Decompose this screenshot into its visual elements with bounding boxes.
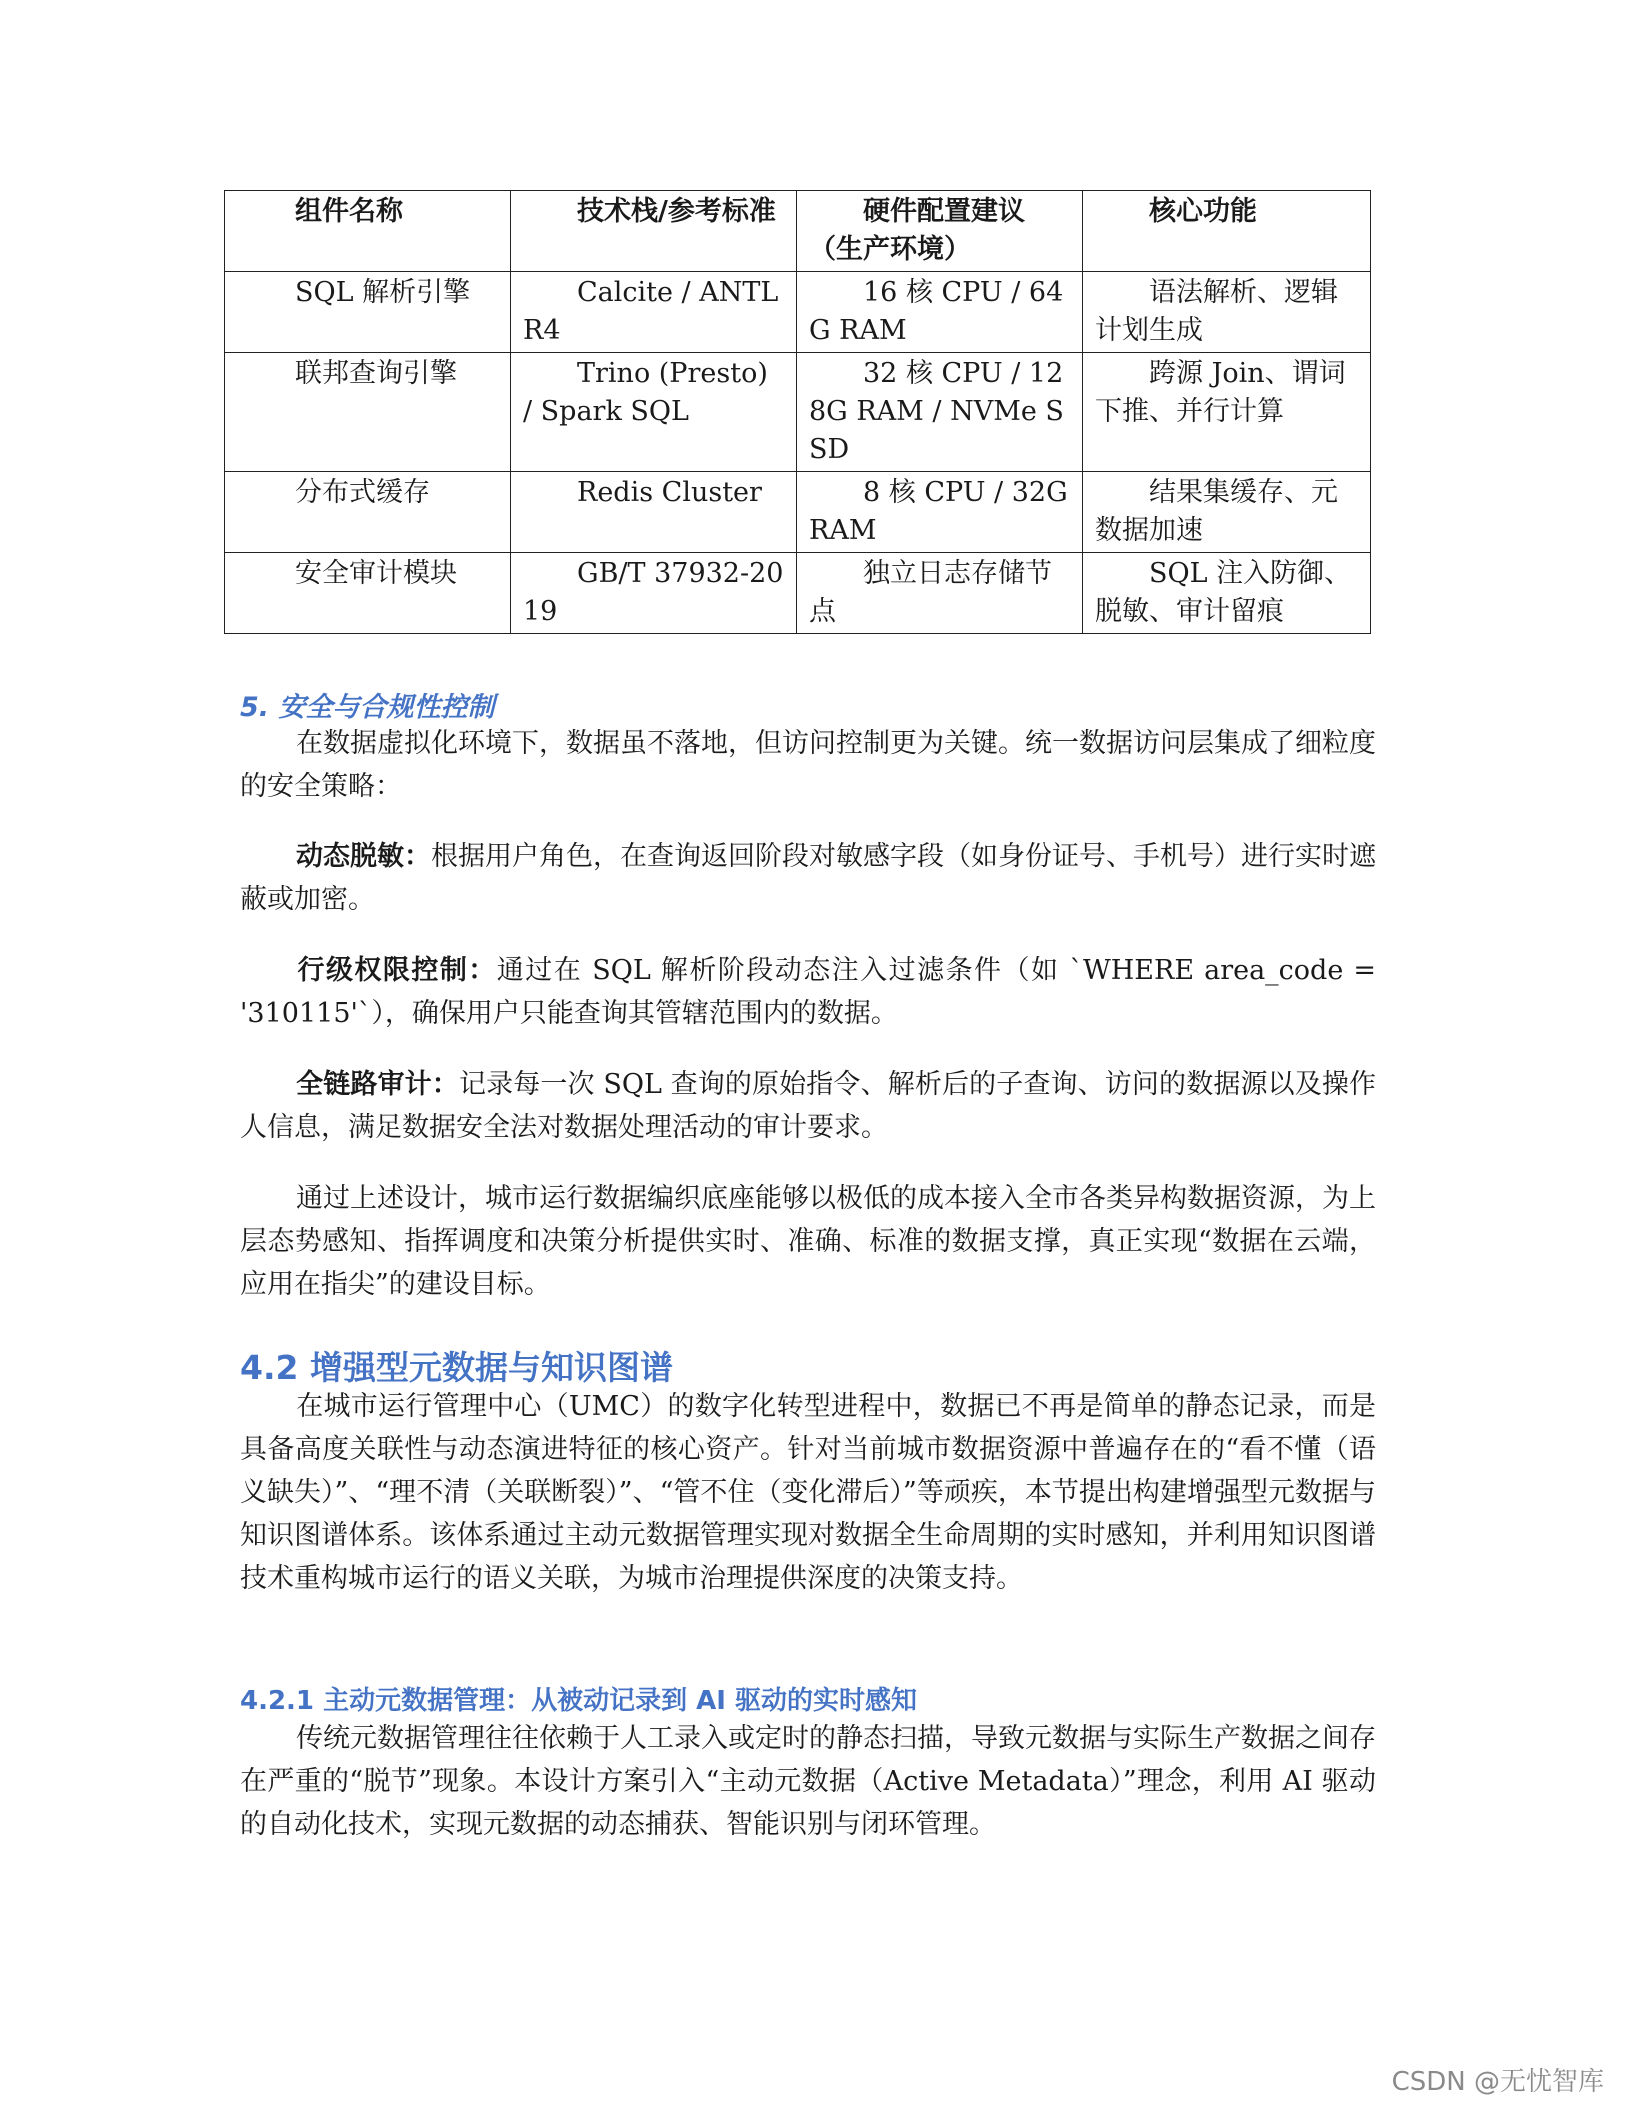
table-row [225,472,1371,553]
section-5-intro: 在数据虚拟化环境下，数据虽不落地，但访问控制更为关键。统一数据访问层集成了细粒度的安全策略： [240,728,1376,802]
csdn-watermark: CSDN @无忧智库 [1391,2067,1604,2097]
section-4-2-1-heading: 4.2.1 主动元数据管理：从被动记录到 AI 驱动的实时感知 [240,1686,917,1716]
component-spec-table [224,190,1371,634]
table-row [225,353,1371,472]
section-5-conclusion: 通过上述设计，城市运行数据编织底座能够以极低的成本接入全市各类异构数据资源，为上层态势感知、指挥调度和决策分析提供实时、准确、标准的数据支撑，真正实现“数据在云端，应用在指尖”的建设目标。 [240,1183,1376,1300]
policy-label: 动态脱敏： [296,841,431,872]
table-cell: SQL 解析引擎 [225,272,511,353]
table-cell: 32 核 CPU / 128G RAM / NVMe SSD [797,353,1083,472]
table-cell: Trino (Presto) / Spark SQL [511,353,797,472]
section-4-2-heading: 4.2 增强型元数据与知识图谱 [240,1348,673,1387]
table-cell: GB/T 37932-2019 [511,553,797,634]
table-header-cell: 组件名称 [225,191,511,272]
policy-label: 行级权限控制： [296,955,497,986]
table-cell: 结果集缓存、元数据加速 [1083,472,1371,553]
table-cell: 8 核 CPU / 32G RAM [797,472,1083,553]
table-cell: 16 核 CPU / 64G RAM [797,272,1083,353]
policy-item-dynamic-masking: 动态脱敏：根据用户角色，在查询返回阶段对敏感字段（如身份证号、手机号）进行实时遮蔽或加密。 [240,841,1376,915]
policy-label: 全链路审计： [296,1069,459,1100]
table-cell: 安全审计模块 [225,553,511,634]
table-row [225,553,1371,634]
table-header-row [225,191,1371,272]
section-4-2-1-body: 传统元数据管理往往依赖于人工录入或定时的静态扫描，导致元数据与实际生产数据之间存在严重的“脱节”现象。本设计方案引入“主动元数据（Active Metadata）”理念，利用 AI 驱动的自动化技术，实现元数据的动态捕获、智能识别与闭环管理。 [240,1723,1376,1840]
table-cell: Redis Cluster [511,472,797,553]
table-cell: 跨源 Join、谓词下推、并行计算 [1083,353,1371,472]
table-cell: 联邦查询引擎 [225,353,511,472]
table-cell: 分布式缓存 [225,472,511,553]
table-cell: 语法解析、逻辑计划生成 [1083,272,1371,353]
table-cell: 独立日志存储节点 [797,553,1083,634]
section-4-2-body: 在城市运行管理中心（UMC）的数字化转型进程中，数据已不再是简单的静态记录，而是具备高度关联性与动态演进特征的核心资产。针对当前城市数据资源中普遍存在的“看不懂（语义缺失）”、“理不清（关联断裂）”、“管不住（变化滞后）”等顽疾，本节提出构建增强型元数据与知识图谱体系。该体系通过主动元数据管理实现对数据全生命周期的实时感知，并利用知识图谱技术重构城市运行的语义关联，为城市治理提供深度的决策支持。 [240,1391,1376,1594]
table-cell: Calcite / ANTLR4 [511,272,797,353]
table-header-cell: 技术栈/参考标准 [511,191,797,272]
table-header-cell: 核心功能 [1083,191,1371,272]
table-header-cell: 硬件配置建议（生产环境） [797,191,1083,272]
table-row [225,272,1371,353]
policy-item-full-link-audit: 全链路审计：记录每一次 SQL 查询的原始指令、解析后的子查询、访问的数据源以及操作人信息，满足数据安全法对数据处理活动的审计要求。 [240,1069,1376,1143]
table-cell: SQL 注入防御、脱敏、审计留痕 [1083,553,1371,634]
section-5-heading: 5. 安全与合规性控制 [240,692,495,723]
policy-item-row-level-permission: 行级权限控制：通过在 SQL 解析阶段动态注入过滤条件（如 `WHERE area_code = '310115'`），确保用户只能查询其管辖范围内的数据。 [240,955,1377,1029]
